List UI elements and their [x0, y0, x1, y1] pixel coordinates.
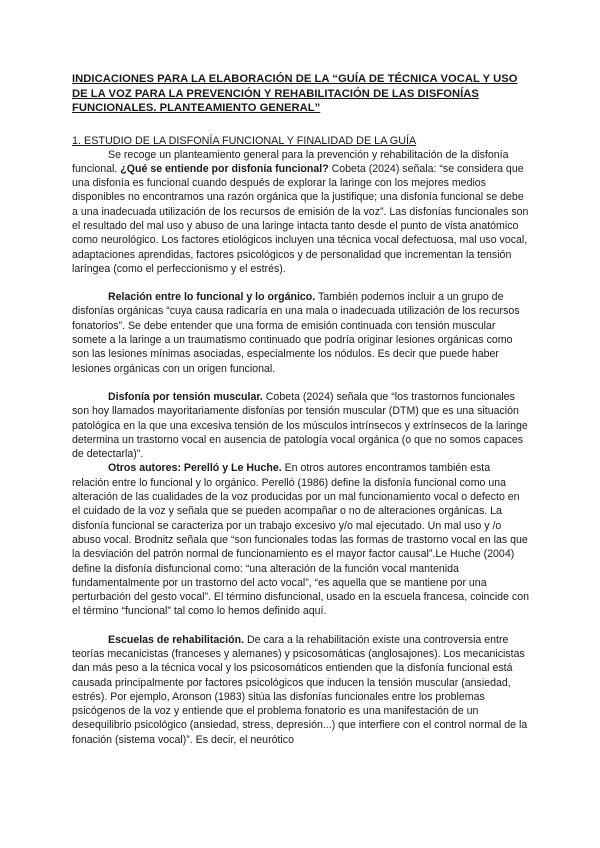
paragraph-text: También podemos incluir a un grupo de disfonías orgánicas “cuya causa radicaría en una mala o inadecuada utilización de los recursos fonatorios”. Se debe entender que una forma de emisión continuada con tensión muscular somete a la laringe a un traumatismo continuado que podría originar lesiones orgánicas como son las lesiones mínimas asociadas, especialmente los nódulos. Es decir que puede haber lesiones orgánicas con un origen funcional.	[72, 291, 520, 375]
paragraph-text: De cara a la rehabilitación existe una controversia entre teorías mecanicistas (franceses y alemanes) y psicosomáticas (anglosajones). Los mecanicistas dan más peso a la técnica vocal y los psicosomáticos entienden que la disfonía funcional está causada principalmente por factores psicológicos que inducen la tensión muscular (ansiedad, estrés). Por ejemplo, Aronson (1983) sitúa las disfonías funcionales entre los problemas psicógenos de la voz y entiende que el problema fonatorio es una manifestación de un desequilibrio psicológico (ansiedad, stress, depresión...) que interfiere con el control normal de la fonación (sistema vocal)”. Es decir, el neurótico	[72, 633, 528, 746]
inline-heading: Relación entre lo funcional y lo orgánico.	[108, 291, 316, 304]
paragraph-text: Cobeta (2024) señala: “se considera que una disfonía es funcional cuando después de explorar la laringe con los mejores medios disponibles no encontramos una razón orgánica que la justifique; una disfonía funcional se debe a una inadecuada utilización de los recursos de emisión de la voz”. Las disfonías funcionales son el resultado del mal uso y abuso de una laringe intacta tanto desde el punto de vista anatómico como neurológico. Los factores etiológicos incluyen una técnica vocal defectuosa, mal uso vocal, adaptaciones aprendidas, factores psicológicos y de personalidad que incrementan la tensión laríngea (como el perfeccionismo y el estrés).	[72, 162, 529, 275]
paragraph-definition	[72, 148, 530, 277]
paragraph-other-authors	[72, 461, 530, 618]
paragraph-functional-organic	[72, 290, 530, 376]
inline-heading: ¿Qué se entiende por disfonía funcional?	[120, 162, 329, 175]
document-title: INDICACIONES PARA LA ELABORACIÓN DE LA “GUÍA DE TÉCNICA VOCAL Y USO DE LA VOZ PARA LA PREVENCIÓN Y REHABILITACIÓN DE LAS DISFONÍAS FUNCIONALES. PLANTEAMIENTO GENERAL”	[72, 73, 518, 114]
paragraph-text: Cobeta (2024) señala que “los trastornos funcionales son hoy llamados mayoritariamente disfonías por tensión muscular (DTM) que es una situación patológica en la que una excesiva tensión de los músculos intrínsecos y extrínsecos de la laringe determina un trastorno vocal en ausencia de patología vocal orgánica (o que no somos capaces de detectarla)”.	[72, 390, 528, 461]
paragraph-text: En otros autores encontramos también esta relación entre lo funcional y lo orgánico. Perelló (1986) define la disfonía funcional como una alteración de las cualidades de la voz producidas por un mal funcionamiento vocal o defecto en el cuidado de la voz y señala que se pueden acompañar o no de alteraciones orgánicas. La disfonía funcional se caracteriza por un trabajo excesivo y/o mal ejecutado. Un mal uso y /o abuso vocal. Brodnitz señala que “son funcionales todas las formas de trastorno vocal en las que la desviación del patrón normal de funcionamiento es el mayor factor causal”.Le Huche (2004) define la disfonía disfuncional como: “una alteración de la función vocal mantenida fundamentalmente por un trastorno del acto vocal”, “es aquella que se mantiene por una perturbación del gesto vocal”. El término disfuncional, usado en la escuela francesa, coincide con el término “funcional” tal como lo hemos definido aquí.	[72, 462, 529, 618]
paragraph-rehab-schools	[72, 633, 530, 747]
section-heading: 1. ESTUDIO DE LA DISFONÍA FUNCIONAL Y FINALIDAD DE LA GUÍA	[72, 134, 417, 147]
inline-heading: Escuelas de rehabilitación.	[108, 633, 245, 646]
paragraph-muscle-tension	[72, 390, 530, 461]
paragraph-text: Se recoge un planteamiento general para la prevención y rehabilitación de la disfonía funcional.	[72, 148, 509, 175]
inline-heading: Disfonía por tensión muscular.	[108, 390, 263, 403]
inline-heading: Otros autores: Perelló y Le Huche.	[108, 462, 282, 475]
